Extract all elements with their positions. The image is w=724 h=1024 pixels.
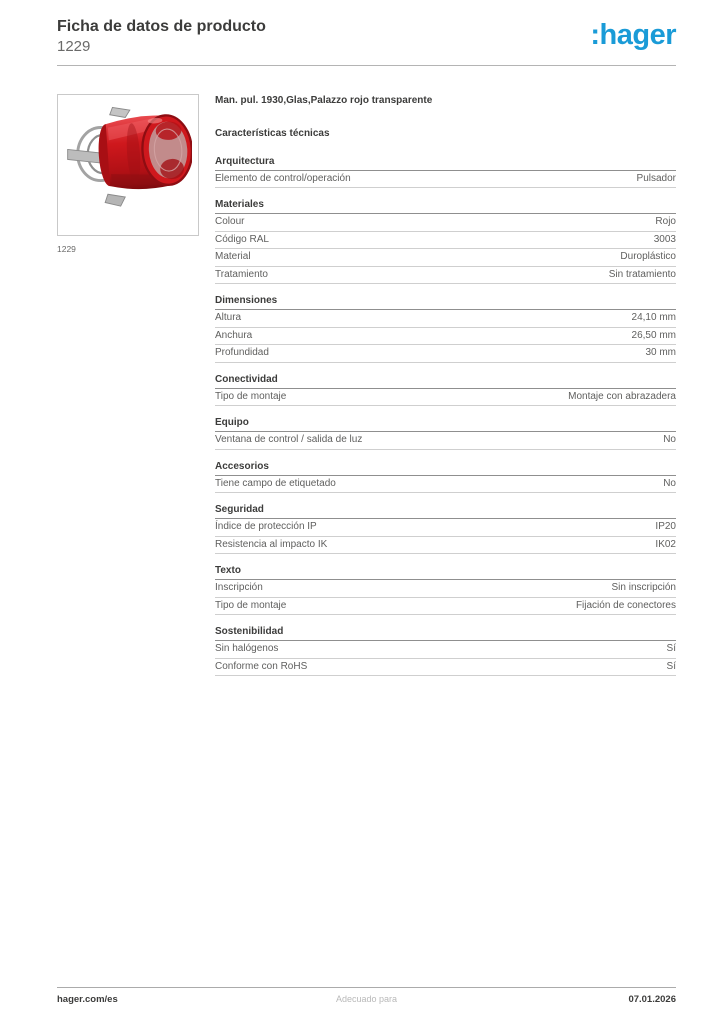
page-header	[0, 0, 724, 56]
spec-row	[215, 537, 676, 555]
spec-value: 30 mm	[645, 347, 676, 359]
spec-value: 3003	[653, 233, 676, 245]
spec-section	[215, 156, 676, 189]
spec-label: Altura	[215, 312, 242, 324]
spec-label: Resistencia al impacto IK	[215, 538, 328, 550]
clamp-tab-bottom	[105, 194, 125, 206]
spec-row	[215, 267, 676, 285]
spec-column	[215, 94, 676, 688]
spec-section	[215, 504, 676, 554]
tech-characteristics-heading: Características técnicas	[215, 127, 330, 139]
spec-value: No	[663, 477, 676, 489]
spec-row	[215, 328, 676, 346]
spec-section-title: Accesorios	[215, 461, 676, 476]
product-image-caption: 1229	[57, 243, 76, 254]
spec-row	[215, 171, 676, 189]
spec-section-title: Materiales	[215, 199, 676, 214]
footer-website-link[interactable]: hager.com/es	[57, 994, 118, 1005]
spec-value: 24,10 mm	[631, 312, 676, 324]
spec-row	[215, 310, 676, 328]
red-button-body	[96, 113, 192, 192]
spec-label: Tiene campo de etiquetado	[215, 477, 336, 489]
spec-label: Elemento de control/operación	[215, 172, 351, 184]
clamp-tab-top	[110, 107, 130, 117]
spec-section	[215, 417, 676, 450]
spec-row	[215, 598, 676, 616]
spec-section	[215, 626, 676, 676]
spec-label: Colour	[215, 216, 245, 228]
spec-label: Índice de protección IP	[215, 521, 317, 533]
spec-value: IK02	[655, 538, 676, 550]
product-name: Man. pul. 1930,Glas,Palazzo rojo transparente	[215, 94, 433, 106]
spec-section-title: Conectividad	[215, 374, 676, 389]
spec-value: Montaje con abrazadera	[568, 390, 676, 402]
spec-value: Duroplástico	[620, 251, 676, 263]
spec-section	[215, 199, 676, 284]
spec-section-title: Dimensiones	[215, 295, 676, 310]
spec-label: Material	[215, 251, 251, 263]
footer-date: 07.01.2026	[628, 994, 676, 1005]
spec-label: Anchura	[215, 329, 253, 341]
page-footer	[57, 987, 676, 1005]
spec-label: Código RAL	[215, 233, 269, 245]
product-image-column	[57, 94, 199, 254]
spec-label: Tratamiento	[215, 268, 268, 280]
footer-row	[57, 994, 676, 1005]
spec-value: 26,50 mm	[631, 329, 676, 341]
spec-row	[215, 641, 676, 659]
spec-value: IP20	[655, 521, 676, 533]
spec-label: Tipo de montaje	[215, 599, 287, 611]
spec-value: Rojo	[655, 216, 676, 228]
spec-label: Tipo de montaje	[215, 390, 287, 402]
spec-value: Sin inscripción	[611, 582, 676, 594]
spec-row	[215, 389, 676, 407]
spec-row	[215, 519, 676, 537]
footer-suitable-for-label: Adecuado para	[335, 994, 398, 1004]
spec-section	[215, 295, 676, 363]
spec-label: Ventana de control / salida de luz	[215, 434, 363, 446]
spec-label: Inscripción	[215, 582, 263, 594]
spec-row	[215, 432, 676, 450]
spec-value: Sin tratamiento	[608, 268, 676, 280]
spec-row	[215, 345, 676, 363]
spec-section-title: Sostenibilidad	[215, 626, 676, 641]
main-content	[0, 66, 724, 688]
hager-logo: :hager	[590, 19, 676, 51]
spec-value: No	[663, 434, 676, 446]
spec-section-title: Equipo	[215, 417, 676, 432]
spec-row	[215, 249, 676, 267]
spec-row	[215, 659, 676, 677]
spec-section-title: Texto	[215, 565, 676, 580]
spec-section	[215, 374, 676, 407]
spec-row	[215, 476, 676, 494]
spec-section-title: Arquitectura	[215, 156, 676, 171]
product-image-frame	[57, 94, 199, 236]
spec-section	[215, 461, 676, 494]
header-text-block	[57, 18, 266, 56]
page-title: Ficha de datos de producto	[57, 18, 266, 35]
red-push-button-image	[64, 101, 192, 229]
spec-row	[215, 580, 676, 598]
spec-value: Pulsador	[636, 172, 676, 184]
spec-value: Sí	[666, 660, 676, 672]
spec-row	[215, 232, 676, 250]
spec-sections	[215, 156, 676, 677]
spec-label: Conforme con RoHS	[215, 660, 308, 672]
clamp-pin	[68, 149, 103, 163]
spec-row	[215, 214, 676, 232]
spec-label: Profundidad	[215, 347, 269, 359]
spec-section	[215, 565, 676, 615]
spec-value: Fijación de conectores	[575, 599, 676, 611]
spec-section-title: Seguridad	[215, 504, 676, 519]
page-subtitle-ref: 1229	[57, 38, 91, 56]
spec-label: Sin halógenos	[215, 643, 279, 655]
spec-value: Sí	[666, 643, 676, 655]
